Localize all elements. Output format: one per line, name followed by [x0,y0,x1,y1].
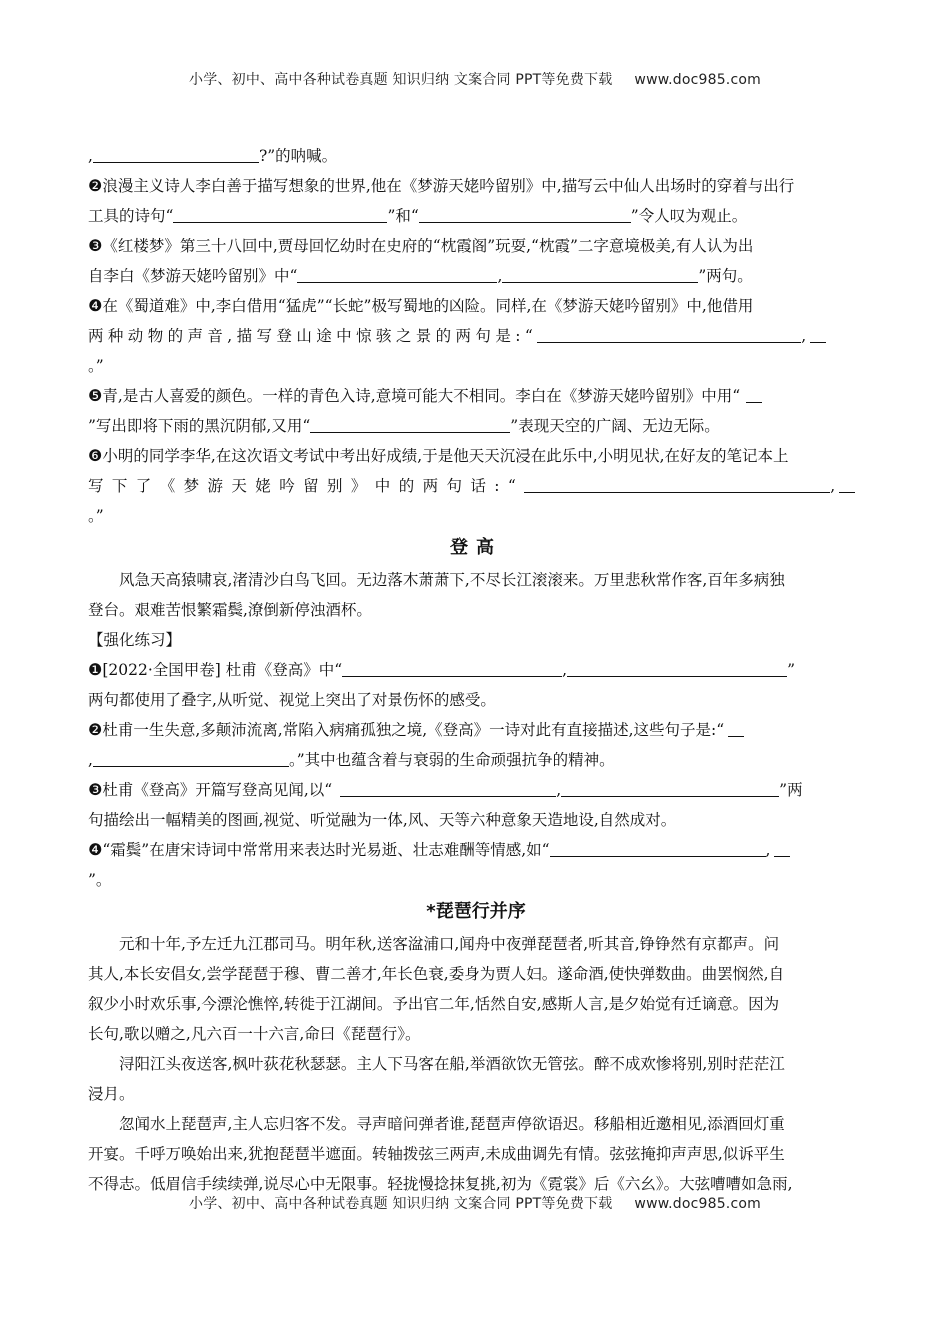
answer-blank[interactable] [310,416,510,433]
question-2-line-1: ❷浪漫主义诗人李白善于描写想象的世界,他在《梦游天姥吟留别》中,描写云中仙人出场时的穿着与出行 [88,176,795,195]
question-line: , ?”的呐喊。 [88,147,338,165]
page-footer [0,1193,950,1213]
header-text: 小学、初中、高中各种试卷真题 知识归纳 文案合同 PPT等免费下载 [189,72,613,88]
poem-line: 忽闻水上琵琶声,主人忘归客不发。寻声暗问弹者谁,琵琶声停欲语迟。移船相近邀相见,添酒回灯重 [119,1115,785,1133]
answer-blank[interactable] [419,206,631,223]
question-number: ❸ [88,780,103,799]
question-3-line-2: 自李白《梦游天姥吟留别》中“ , ”两句。 [88,267,753,285]
answer-blank[interactable] [502,266,698,283]
answer-blank[interactable] [524,476,830,493]
practice-3-line-2: 句描绘出一幅精美的图画,视觉、听觉融为一体,风、天等六种意象天造地设,自然成对。 [88,811,677,829]
answer-blank[interactable] [173,206,387,223]
question-number: ❹ [88,296,103,315]
preface-line: 其人,本长安倡女,尝学琵琶于穆、曹二善才,年长色衰,委身为贾人妇。遂命酒,使快弹数曲。曲罢悯然,自 [88,965,785,983]
answer-blank[interactable] [774,840,790,857]
poem-line: 开宴。千呼万唤始出来,犹抱琵琶半遮面。转轴拨弦三两声,未成曲调先有情。弦弦掩抑声声思,似诉平生 [88,1145,785,1163]
practice-3-line-1: ❸杜甫《登高》开篇写登高见闻,以“ , ”两 [88,780,803,799]
answer-blank[interactable] [340,780,556,797]
preface-line: 元和十年,予左迁九江郡司马。明年秋,送客湓浦口,闻舟中夜弹琵琶者,听其音,铮铮然有京都声。问 [119,935,780,953]
question-4-line-1: ❹在《蜀道难》中,李白借用“猛虎”“长蛇”极写蜀地的凶险。同样,在《梦游天姥吟留别》中,他借用 [88,296,754,315]
poem-line: 不得志。低眉信手续续弹,说尽心中无限事。轻拢慢捻抹复挑,初为《霓裳》后《六幺》。大弦嘈嘈如急雨, [88,1175,793,1193]
question-number: ❹ [88,840,103,859]
practice-heading: 【强化练习】 [88,631,182,649]
answer-blank[interactable] [297,266,497,283]
preface-line: 长句,歌以赠之,凡六百一十六言,命曰《琵琶行》。 [88,1025,421,1043]
footer-url[interactable]: www.doc985.com [634,1196,761,1212]
practice-1-line-1: ❶[2022·全国甲卷] 杜甫《登高》中“ , ” [88,660,796,679]
question-6-line-3: 。” [88,507,104,525]
poem-line: 浔阳江头夜送客,枫叶荻花秋瑟瑟。主人下马客在船,举酒欲饮无管弦。醉不成欢惨将别,别时茫茫江 [119,1055,785,1073]
page-header [0,69,950,89]
question-4-line-2: 两种动物的声音,描写登山途中惊骇之景的两句是:“ , [88,321,864,351]
answer-blank[interactable] [93,146,259,163]
poem-line: 登台。艰难苦恨繁霜鬓,潦倒新停浊酒杯。 [88,601,372,619]
question-4-line-3: 。” [88,357,104,375]
page-content [88,141,864,1199]
question-2-line-2: 工具的诗句“ ”和“ ”令人叹为观止。 [88,207,748,225]
question-number: ❺ [88,386,103,405]
question-5-line-2: ”写出即将下雨的黑沉阴郁,又用“ ”表现天空的广阔、无边无际。 [88,417,720,435]
question-number: ❶ [88,660,103,679]
answer-blank[interactable] [561,780,779,797]
question-6-line-1: ❻小明的同学李华,在这次语文考试中考出好成绩,于是他天天沉浸在此乐中,小明见状,在好友的笔记本上 [88,446,789,465]
poem-line: 浸月。 [88,1085,135,1103]
answer-blank[interactable] [93,750,289,767]
section-title-pipa: *琵琶行并序 [426,901,526,922]
answer-blank[interactable] [342,660,562,677]
practice-1-line-2: 两句都使用了叠字,从听觉、视觉上突出了对景伤怀的感受。 [88,691,496,709]
practice-2-line-1: ❷杜甫一生失意,多颠沛流离,常陷入病痛孤独之境,《登高》一诗对此有直接描述,这些句子是:“ [88,715,864,745]
answer-blank[interactable] [746,386,762,403]
header-url[interactable]: www.doc985.com [634,72,761,88]
answer-blank[interactable] [839,476,855,493]
practice-4-line-2: ”。 [88,871,112,889]
answer-blank[interactable] [728,720,744,737]
question-6-line-2: 写下了《梦游天姥吟留别》中的两句话:“ , [88,471,864,501]
answer-blank[interactable] [567,660,787,677]
answer-blank[interactable] [550,840,766,857]
question-number: ❷ [88,176,103,195]
practice-2-line-2: , 。”其中也蕴含着与衰弱的生命顽强抗争的精神。 [88,751,615,769]
question-number: ❻ [88,446,103,465]
question-number: ❷ [88,720,103,739]
answer-blank[interactable] [810,326,826,343]
preface-line: 叙少小时欢乐事,今漂沦憔悴,转徙于江湖间。予出官二年,恬然自安,感斯人言,是夕始觉有迁谪意。因为 [88,995,780,1013]
footer-text: 小学、初中、高中各种试卷真题 知识归纳 文案合同 PPT等免费下载 [189,1196,613,1212]
section-title-denggao: 登高 [450,537,502,558]
poem-line: 风急天高猿啸哀,渚清沙白鸟飞回。无边落木萧萧下,不尽长江滚滚来。万里悲秋常作客,百年多病独 [119,571,785,589]
question-5-line-1: ❺青,是古人喜爱的颜色。一样的青色入诗,意境可能大不相同。李白在《梦游天姥吟留别》中用“ [88,381,864,411]
practice-4-line-1: ❹“霜鬓”在唐宋诗词中常常用来表达时光易逝、壮志难酬等情感,如“ , [88,835,864,865]
answer-blank[interactable] [537,326,801,343]
question-number: ❸ [88,236,103,255]
question-3-line-1: ❸《红楼梦》第三十八回中,贾母回忆幼时在史府的“枕霞阁”玩耍,“枕霞”二字意境极美,有人认为出 [88,236,754,255]
